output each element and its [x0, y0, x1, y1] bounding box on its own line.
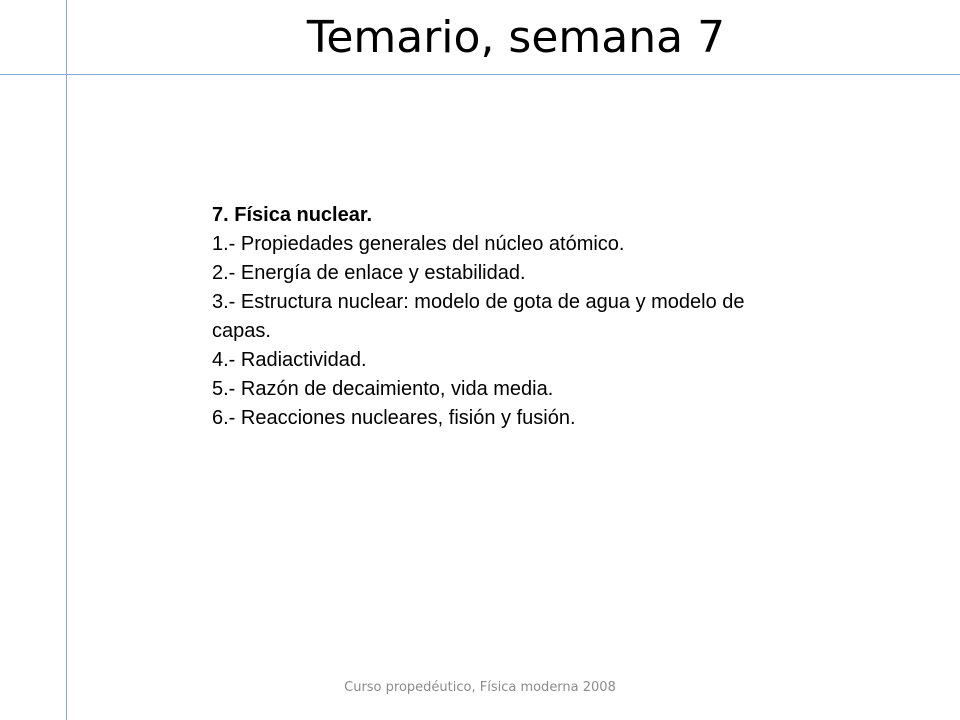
- topic-item: 6.- Reacciones nucleares, fisión y fusión.: [212, 407, 576, 429]
- topic-item: 5.- Razón de decaimiento, vida media.: [212, 378, 554, 400]
- topic-item: 4.- Radiactividad.: [212, 349, 367, 371]
- slide-footer: Curso propedéutico, Física moderna 2008: [344, 680, 616, 695]
- topic-item: 3.- Estructura nuclear: modelo de gota de agua y modelo de capas.: [212, 291, 751, 342]
- horizontal-rule: [0, 74, 960, 75]
- topic-item: 2.- Energía de enlace y estabilidad.: [212, 262, 526, 284]
- topic-list: [212, 201, 772, 433]
- topic-heading: 7. Física nuclear.: [212, 204, 373, 226]
- vertical-rule: [66, 0, 67, 720]
- slide-title: Temario, semana 7: [306, 12, 726, 63]
- topic-item: 1.- Propiedades generales del núcleo atómico.: [212, 233, 625, 255]
